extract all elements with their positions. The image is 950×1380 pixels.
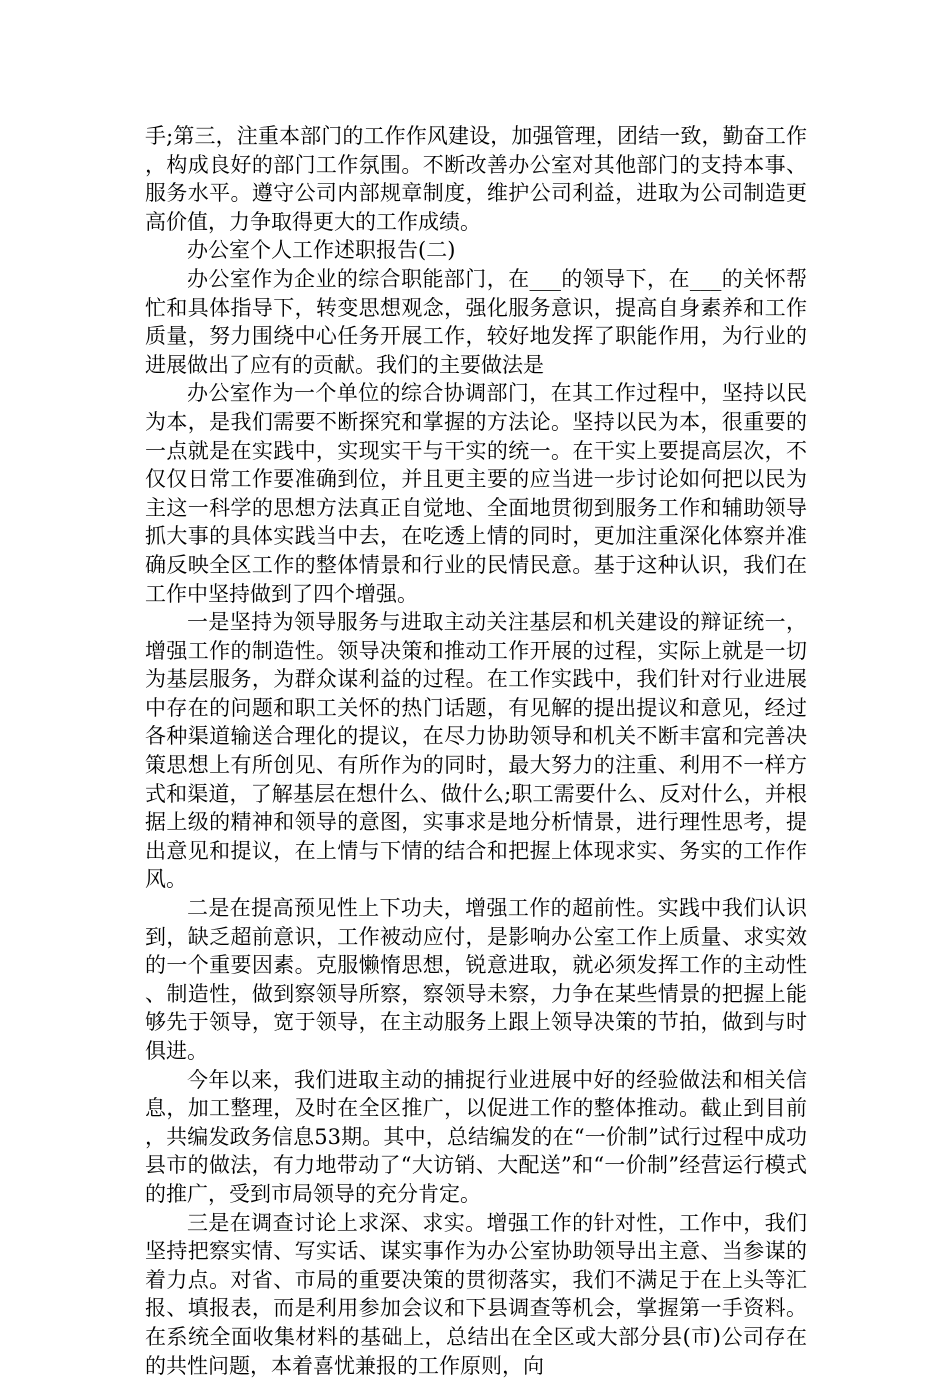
paragraph-methodology: 办公室作为一个单位的综合协调部门，在其工作过程中，坚持以民为本，是我们需要不断探究和掌握的方法论。坚持以民为本，很重要的一点就是在实践中，实现实干与干实的统一。在干实上要提高层次，不仅仅日常工作要准确到位，并且更主要的应当进一步讨论如何把以民为主这一科学的思想方法真正自觉地、全面地贯彻到服务工作和辅助领导抓大事的具体实践当中去，在吃透上情的同时，更加注重深化体察并准确反映全区工作的整体情景和行业的民情民意。基于这种认识，我们在工作中坚持做到了四个增强。 <box>145 381 807 606</box>
paragraph-point-one: 一是坚持为领导服务与进取主动关注基层和机关建设的辩证统一，增强工作的制造性。领导决策和推动工作开展的过程，实际上就是一切为基层服务，为群众谋利益的过程。在工作实践中，我们针对行业进展中存在的问题和职工关怀的热门话题，有见解的提出提议和意见，经过各种渠道输送合理化的提议，在尽力协助领导和机关不断丰富和完善决策思想上有所创见、有所作为的同时，最大努力的注重、利用不一样方式和渠道，了解基层在想什么、做什么;职工需要什么、反对什么，并根据上级的精神和领导的意图，实事求是地分析情景，进行理性思考，提出意见和提议，在上情与下情的结合和把握上体现求实、务实的工作作风。 <box>145 610 807 892</box>
paragraph-intro: 办公室作为企业的综合职能部门，在___的领导下，在___的关怀帮忙和具体指导下，转变思想观念，强化服务意识，提高自身素养和工作质量，努力围绕中心任务开展工作，较好地发挥了职能作用，为行业的进展做出了应有的贡献。我们的主要做法是 <box>145 266 807 377</box>
section-heading: 办公室个人工作述职报告(二) <box>187 238 456 263</box>
paragraph-continuation: 手;第三，注重本部门的工作作风建设，加强管理，团结一致，勤奋工作，构成良好的部门工作氛围。不断改善办公室对其他部门的支持本事、服务水平。遵守公司内部规章制度，维护公司利益，进取为公司制造更高价值，力争取得更大的工作成绩。 <box>145 124 807 234</box>
paragraph-point-two: 二是在提高预见性上下功夫，增强工作的超前性。实践中我们认识到，缺乏超前意识，工作被动应付，是影响办公室工作上质量、求实效的一个重要因素。克服懒惰思想，锐意进取，就必须发挥工作的主动性、制造性，做到察领导所察，察领导未察，力争在某些情景的把握上能够先于领导，宽于领导，在主动服务上跟上领导决策的节拍，做到与时俱进。 <box>145 896 807 1063</box>
paragraph-info-work: 今年以来，我们进取主动的捕捉行业进展中好的经验做法和相关信息，加工整理，及时在全区推广，以促进工作的整体推动。截止到目前，共编发政务信息53期。其中，总结编发的在“一价制”试行过程中成功县市的做法，有力地带动了“大访销、大配送”和“一价制”经营运行模式的推广，受到市局领导的充分肯定。 <box>145 1067 807 1206</box>
document-body <box>145 122 807 1380</box>
paragraph-point-three: 三是在调查讨论上求深、求实。增强工作的针对性，工作中，我们坚持把察实情、写实话、谋实事作为办公室协助领导出主意、当参谋的着力点。对省、市局的重要决策的贯彻落实，我们不满足于在上头等汇报、填报表，而是利用参加会议和下县调查等机会，掌握第一手资料。在系统全面收集材料的基础上，总结出在全区或大部分县(市)公司存在的共性问题，本着喜忧兼报的工作原则，向 <box>145 1210 807 1378</box>
